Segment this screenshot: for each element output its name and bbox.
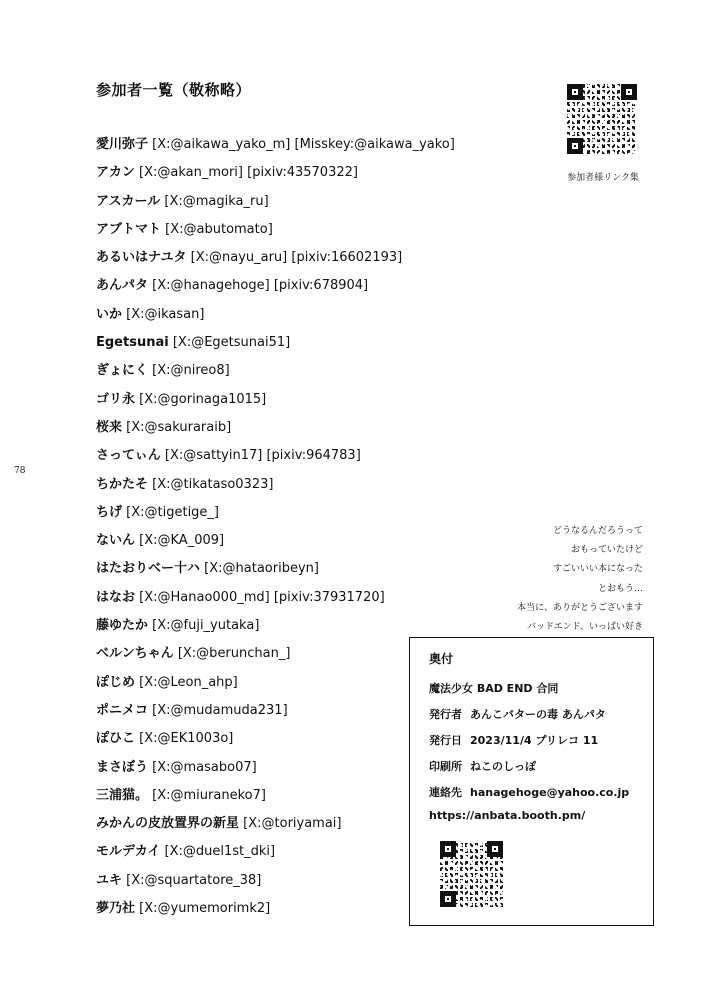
participant-links: [X:@yumemorimk2] (139, 901, 271, 917)
colophon-rows (429, 676, 629, 806)
participant-links: [X:@masabo07] (152, 759, 257, 775)
colophon-value: あんこバターの毒 あんパタ (470, 708, 606, 721)
participant-links: [X:@miuraneko7] (152, 787, 266, 803)
participant-links: [X:@tikataso0323] (152, 476, 274, 492)
message-line: すごいいい本になった (552, 564, 643, 575)
participant-links: [X:@duel1st_dki] (164, 844, 276, 860)
participant-item (96, 499, 455, 527)
participant-links: [X:@EK1003o] (139, 731, 234, 747)
participant-item (96, 838, 455, 866)
participant-links-qr-code[interactable] (567, 84, 637, 154)
colophon-row-publisher (429, 702, 629, 728)
colophon-row-contact (429, 780, 629, 806)
afterword-message (517, 522, 643, 637)
participant-name: 桜来 (96, 419, 123, 435)
colophon-label: 発行者 (429, 708, 462, 721)
participant-links: [X:@ikasan] (126, 306, 205, 322)
participant-links: [X:@squartatore_38] (126, 872, 262, 888)
booth-qr-code[interactable] (440, 841, 503, 907)
participant-name: ぎょにく (96, 363, 149, 379)
participant-name: 夢乃社 (96, 901, 136, 917)
colophon-book-title (429, 676, 629, 702)
participant-links: [X:@sattyin17] [pixiv:964783] (164, 448, 361, 464)
participant-item (96, 895, 455, 923)
participant-name: ちかたそ (96, 476, 149, 492)
participant-item (96, 669, 455, 697)
qr-caption: 参加者様リンク集 (567, 173, 639, 183)
colophon-value: 2023/11/4 プリレコ 11 (470, 734, 599, 747)
participant-item (96, 131, 455, 159)
participant-name: ベルンちゃん (96, 646, 174, 662)
participant-item (96, 244, 455, 272)
participant-item (96, 272, 455, 300)
participant-name: 愛川弥子 (96, 137, 149, 152)
participant-links: [X:@abutomato] (165, 221, 273, 237)
participant-links: [X:@tigetige_] (126, 504, 220, 520)
participant-name: あんパタ (96, 278, 149, 294)
participant-name: アカン (96, 165, 135, 181)
colophon-label: 印刷所 (429, 760, 462, 773)
participant-item (96, 640, 455, 668)
participant-item (96, 697, 455, 725)
colophon-row-date (429, 728, 629, 754)
participant-item (96, 471, 455, 499)
participant-links: [X:@fuji_yutaka] (152, 618, 260, 634)
participant-name: あるいはナユタ (96, 250, 187, 266)
colophon-value: ねこのしっぽ (470, 760, 536, 773)
participant-name: みかんの皮放置界の新星 (96, 816, 240, 832)
qr-finder-pattern (487, 841, 503, 857)
participant-item (96, 725, 455, 753)
participant-item (96, 527, 455, 555)
qr-finder-pattern (440, 841, 456, 857)
participant-name: いか (96, 306, 123, 322)
colophon-label: 連絡先 (429, 786, 462, 799)
contact-email[interactable]: hanagehoge@yahoo.co.jp (470, 786, 630, 799)
booth-url-link[interactable]: https://anbata.booth.pm/ (429, 809, 586, 822)
participant-item (96, 357, 455, 385)
participant-item (96, 782, 455, 810)
participant-item (96, 329, 455, 357)
participant-name: さってぃん (96, 448, 161, 464)
participant-name: ちげ (96, 504, 123, 520)
participant-links: [X:@nireo8] (152, 363, 230, 379)
participant-links: [X:@akan_mori] [pixiv:43570322] (139, 165, 358, 181)
message-line: 本当に、ありがとうございます (516, 602, 643, 613)
qr-finder-pattern (621, 84, 637, 100)
participant-name: Egetsunai (96, 335, 169, 351)
participant-links: [X:@hataoribeyn] (204, 561, 319, 577)
qr-finder-pattern (567, 84, 583, 100)
participant-item (96, 159, 455, 187)
participant-links: [X:@Hanao000_md] [pixiv:37931720] (139, 589, 385, 605)
participant-name: はなお (96, 589, 136, 605)
participant-links: [X:@gorinaga1015] (139, 391, 267, 407)
qr-finder-pattern (440, 891, 456, 907)
participant-name: 藤ゆたか (96, 618, 149, 634)
participant-links: [X:@hanagehoge] [pixiv:678904] (152, 278, 369, 294)
participant-links: [X:@Leon_ahp] (139, 674, 238, 690)
colophon-label: 発行日 (429, 734, 462, 747)
participant-links: [X:@sakuraraib] (126, 419, 232, 435)
participant-item (96, 442, 455, 470)
participant-name: 三浦猫。 (96, 787, 149, 803)
colophon-box (409, 637, 654, 926)
message-line: バッドエンド、いっぱい好き (527, 621, 643, 632)
message-line: どうなるんだろうって (552, 526, 643, 536)
participant-item (96, 386, 455, 414)
participant-name: ポニメコ (96, 702, 149, 718)
colophon-row-printer (429, 754, 629, 780)
participant-item (96, 216, 455, 244)
participant-item (96, 867, 455, 895)
message-line: とおもう… (597, 583, 643, 594)
page-heading: 参加者一覧（敬称略） (96, 81, 252, 99)
participant-links: [X:@Egetsunai51] (172, 335, 291, 351)
participant-item (96, 754, 455, 782)
participant-links: [X:@berunchan_] (177, 646, 291, 662)
participant-name: まさぼう (96, 759, 149, 775)
participant-name: ゴリ永 (96, 391, 136, 407)
participant-links: [X:@KA_009] (139, 533, 225, 549)
colophon-value: 魔法少女 BAD END 合同 (429, 682, 559, 695)
participant-item (96, 810, 455, 838)
participant-item (96, 414, 455, 442)
participant-links: [X:@nayu_aru] [pixiv:16602193] (190, 250, 403, 266)
participant-links: [X:@mudamuda231] (152, 702, 288, 718)
participant-name: ユキ (96, 872, 123, 888)
participant-name: はたおりベー十ハ (96, 561, 201, 577)
colophon-title: 奥付 (429, 652, 454, 666)
participant-name: アブトマト (96, 221, 162, 237)
participant-item (96, 555, 455, 583)
participant-name: アスカール (96, 193, 161, 209)
participant-item (96, 188, 455, 216)
message-line: おもっていたけど (570, 545, 643, 556)
participant-links: [X:@magika_ru] (164, 193, 269, 209)
participant-name: ぽひこ (96, 731, 136, 747)
participant-links: [X:@aikawa_yako_m] [Misskey:@aikawa_yako] (152, 137, 455, 152)
participant-item (96, 584, 455, 612)
page-number: 78 (14, 466, 26, 476)
participant-list (96, 131, 455, 923)
qr-finder-pattern (567, 138, 583, 154)
participant-name: ぽじめ (96, 674, 136, 690)
participant-links: [X:@toriyamai] (243, 816, 342, 832)
participant-name: ないん (96, 533, 136, 549)
participant-item (96, 612, 455, 640)
participant-name: モルデカイ (96, 844, 161, 860)
participant-item (96, 301, 455, 329)
